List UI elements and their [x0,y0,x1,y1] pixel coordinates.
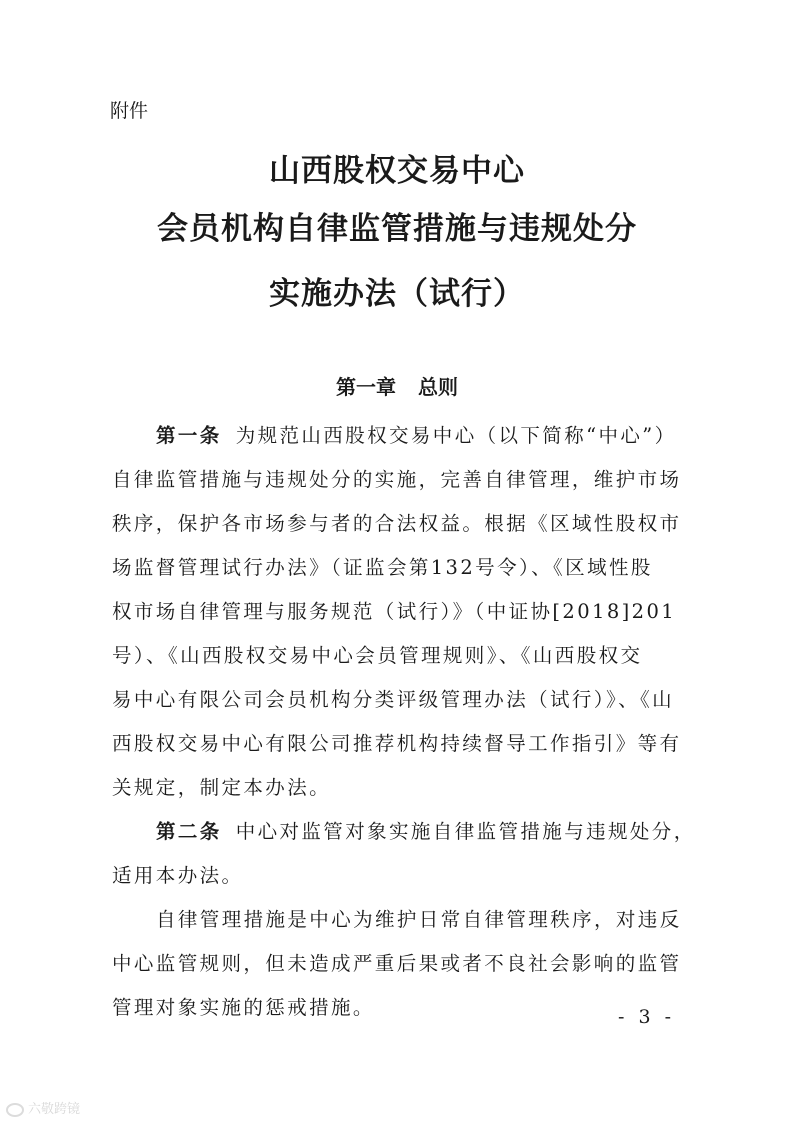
watermark-text: 六敬跨镜 [28,1102,81,1117]
chapter-number: 第一章 [336,375,396,399]
article-1-line-2: 自律监管措施与违规处分的实施，完善自律管理，维护市场 [112,468,682,491]
article-2-label: 第二条 [156,820,222,843]
article-1-line-9: 关规定，制定本办法。 [112,776,332,799]
article-1-line-3: 秩序，保护各市场参与者的合法权益。根据《区域性股权市 [112,512,682,535]
article-1-line-5: 权市场自律管理与服务规范（试行）》（中证协[2018]201 [112,600,677,623]
chapter-name: 总则 [418,375,458,399]
article-1-label: 第一条 [156,424,222,447]
title-line-1: 山西股权交易中心 [269,153,525,189]
watermark [6,1098,80,1117]
attachment-label: 附件 [110,100,149,122]
page-number: - 3 - [618,1006,676,1028]
title-line-2: 会员机构自律监管措施与违规处分 [157,211,637,247]
article-1-line-8: 西股权交易中心有限公司推荐机构持续督导工作指引》等有 [112,732,682,755]
paragraph-3-line-3: 管理对象实施的惩戒措施。 [112,996,375,1019]
article-1-line-7: 易中心有限公司会员机构分类评级管理办法（试行）》、《山 [112,688,675,711]
circle-logo-icon [6,1103,24,1117]
chapter-heading [0,371,794,400]
article-2-line-2: 适用本办法。 [112,864,244,887]
article-1-line-4: 场监督管理试行办法》（证监会第132号令）、《区域性股 [112,556,653,579]
article-2-line-1: 第二条 中心对监管对象实施自律监管措施与违规处分， [156,820,696,843]
paragraph-3-line-2: 中心监管规则，但未造成严重后果或者不良社会影响的监管 [112,952,682,975]
article-1-line-6: 号）、《山西股权交易中心会员管理规则》、《山西股权交 [112,644,643,667]
title-line-3: 实施办法（试行） [269,276,525,312]
article-1-line-1: 第一条 为规范山西股权交易中心（以下简称“中心”） [156,424,677,447]
paragraph-3-line-1: 自律管理措施是中心为维护日常自律管理秩序，对违反 [156,908,682,931]
